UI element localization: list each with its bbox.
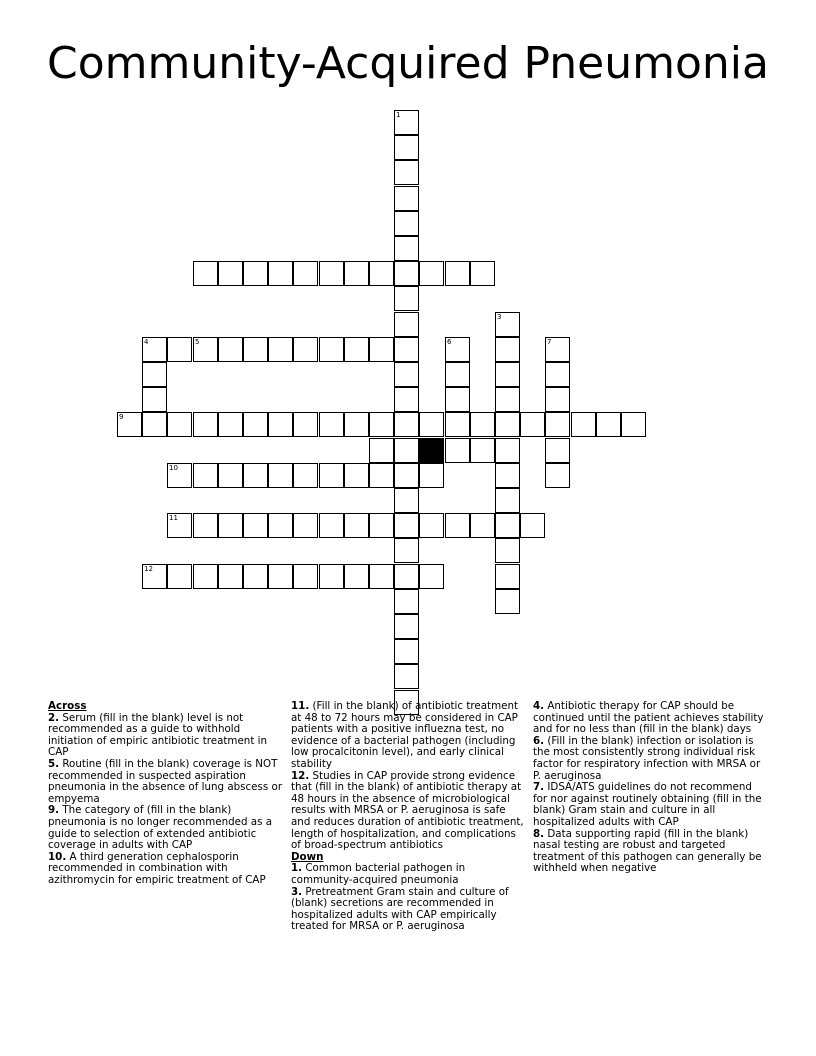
clue-item — [533, 782, 769, 828]
clues-column-3 — [533, 701, 769, 875]
down-heading: Down — [291, 850, 324, 863]
grid-cell[interactable] — [495, 337, 520, 362]
clue-number-label: 9. — [48, 804, 60, 817]
grid-cell[interactable] — [142, 564, 167, 589]
grid-cell[interactable] — [218, 564, 243, 589]
clue-item — [291, 771, 527, 852]
grid-cell[interactable] — [545, 362, 570, 387]
grid-cell[interactable] — [167, 513, 192, 538]
grid-cell[interactable] — [142, 387, 167, 412]
grid-cell[interactable] — [142, 412, 167, 437]
clue-number-label: 7. — [533, 781, 545, 794]
grid-cell[interactable] — [394, 362, 419, 387]
clue-number: 11 — [169, 514, 178, 522]
clue-number-label: 2. — [48, 711, 60, 724]
grid-cell[interactable] — [470, 261, 495, 286]
clue-text: (Fill in the blank) of antibiotic treatment at 48 to 72 hours may be considered in CAP patients with a positive influezna test, no evidence of a bacterial pathogen (including low procalcitonin level), and early clinical stability — [291, 700, 519, 770]
clue-item — [533, 736, 769, 782]
grid-cell[interactable] — [445, 337, 470, 362]
clue-number-label: 11. — [291, 700, 310, 712]
grid-cell[interactable] — [495, 538, 520, 563]
grid-cell[interactable] — [394, 664, 419, 689]
grid-cell[interactable] — [394, 261, 419, 286]
grid-cell[interactable] — [243, 463, 268, 488]
grid-cell[interactable] — [293, 463, 318, 488]
grid-cell[interactable] — [243, 564, 268, 589]
grid-cell[interactable] — [319, 564, 344, 589]
grid-cell[interactable] — [394, 438, 419, 463]
grid-cell[interactable] — [193, 412, 218, 437]
grid-cell[interactable] — [394, 337, 419, 362]
grid-cell[interactable] — [369, 463, 394, 488]
clue-number-label: 3. — [291, 885, 303, 898]
clue-item — [291, 863, 527, 886]
grid-cell[interactable] — [495, 438, 520, 463]
grid-cell[interactable] — [545, 463, 570, 488]
grid-cell[interactable] — [495, 412, 520, 437]
clue-number-label: 10. — [48, 850, 67, 863]
grid-cell[interactable] — [596, 412, 621, 437]
grid-cell[interactable] — [394, 412, 419, 437]
clue-number-label: 12. — [291, 769, 310, 782]
grid-cell[interactable] — [445, 362, 470, 387]
grid-cell[interactable] — [495, 463, 520, 488]
grid-cell[interactable] — [394, 135, 419, 160]
grid-cell[interactable] — [419, 564, 444, 589]
clue-number-label: 1. — [291, 862, 303, 875]
grid-cell[interactable] — [268, 337, 293, 362]
grid-cell[interactable] — [319, 513, 344, 538]
clues-column-1 — [48, 701, 284, 887]
grid-cell[interactable] — [495, 362, 520, 387]
clue-text: Studies in CAP provide strong evidence that (fill in the blank) of antibiotic therapy at 48 hours in the absence of microbiological results with MRSA or P. aeruginosa is safe and reduces duration of antibiotic treatment, length of hospitalization, and complications of broad-spectrum antibiotics — [291, 769, 524, 852]
grid-cell[interactable] — [470, 513, 495, 538]
grid-cell[interactable] — [344, 463, 369, 488]
grid-cell[interactable] — [394, 589, 419, 614]
grid-cell[interactable] — [419, 463, 444, 488]
grid-cell[interactable] — [344, 412, 369, 437]
clue-text: Antibiotic therapy for CAP should be continued until the patient achieves stability and for no less than (fill in the blank) days — [533, 700, 764, 736]
grid-cell[interactable] — [545, 387, 570, 412]
clues-column-2 — [291, 701, 527, 933]
grid-cell[interactable] — [394, 538, 419, 563]
grid-cell[interactable] — [344, 513, 369, 538]
grid-cell[interactable] — [193, 261, 218, 286]
grid-cell[interactable] — [319, 412, 344, 437]
grid-cell[interactable] — [293, 337, 318, 362]
clue-number-label: 4. — [533, 700, 545, 712]
grid-cell[interactable] — [394, 312, 419, 337]
grid-cell[interactable] — [445, 438, 470, 463]
grid-cell[interactable] — [495, 387, 520, 412]
clue-text: IDSA/ATS guidelines do not recommend for nor against routinely obtaining (fill in the blank) Gram stain and culture in all hospitalized adults with CAP — [533, 781, 762, 828]
grid-cell[interactable] — [495, 312, 520, 337]
grid-cell[interactable] — [445, 387, 470, 412]
clue-text: (Fill in the blank) infection or isolation is the most consistently strong individual risk factor for respiratory infection with MRSA or P. aeruginosa — [533, 734, 761, 782]
clue-text: Serum (fill in the blank) level is not recommended as a guide to withhold initiation of empiric antibiotic treatment in CAP — [48, 711, 268, 759]
grid-cell[interactable] — [344, 261, 369, 286]
clue-number: 9 — [119, 413, 124, 421]
grid-cell[interactable] — [218, 261, 243, 286]
grid-cell[interactable] — [419, 412, 444, 437]
grid-cell[interactable] — [319, 337, 344, 362]
grid-cell[interactable] — [419, 261, 444, 286]
clue-number: 5 — [195, 338, 200, 346]
clue-number: 3 — [497, 313, 502, 321]
grid-cell[interactable] — [394, 513, 419, 538]
clue-number: 4 — [144, 338, 149, 346]
across-heading: Across — [48, 700, 87, 712]
clue-text: Pretreatment Gram stain and culture of (blank) secretions are recommended in hospitalized adults with CAP empirically treated for MRSA or P. aeruginosa — [291, 885, 509, 933]
clue-text: Data supporting rapid (fill in the blank) nasal testing are robust and targeted treatment of this pathogen can generally be withheld when negative — [533, 827, 762, 875]
grid-cell[interactable] — [167, 337, 192, 362]
grid-cell[interactable] — [117, 412, 142, 437]
grid-cell[interactable] — [243, 337, 268, 362]
grid-cell[interactable] — [394, 387, 419, 412]
grid-cell[interactable] — [193, 513, 218, 538]
grid-cell[interactable] — [142, 362, 167, 387]
clue-number-label: 6. — [533, 734, 545, 747]
grid-cell[interactable] — [243, 261, 268, 286]
grid-cell[interactable] — [394, 186, 419, 211]
grid-cell[interactable] — [520, 412, 545, 437]
black-square — [419, 438, 444, 463]
grid-cell[interactable] — [293, 261, 318, 286]
grid-cell[interactable] — [167, 412, 192, 437]
grid-cell[interactable] — [394, 160, 419, 185]
grid-cell[interactable] — [167, 463, 192, 488]
clue-item — [48, 759, 284, 805]
grid-cell[interactable] — [369, 412, 394, 437]
grid-cell[interactable] — [243, 412, 268, 437]
grid-cell[interactable] — [369, 513, 394, 538]
grid-cell[interactable] — [344, 337, 369, 362]
clue-item — [48, 713, 284, 759]
clue-text: A third generation cephalosporin recommended in combination with azithromycin for empiric treatment of CAP — [48, 850, 266, 886]
grid-cell[interactable] — [394, 211, 419, 236]
grid-cell[interactable] — [545, 438, 570, 463]
clue-item — [291, 887, 527, 933]
clue-item — [48, 805, 284, 851]
clue-number: 1 — [396, 111, 401, 119]
grid-cell[interactable] — [167, 564, 192, 589]
grid-cell[interactable] — [495, 564, 520, 589]
clue-item — [533, 829, 769, 875]
grid-cell[interactable] — [319, 463, 344, 488]
grid-cell[interactable] — [293, 412, 318, 437]
grid-cell[interactable] — [394, 236, 419, 261]
grid-cell[interactable] — [394, 286, 419, 311]
clue-text: The category of (fill in the blank) pneumonia is no longer recommended as a guide to selection of extended antibiotic coverage in adults with CAP — [48, 804, 273, 852]
clue-number: 10 — [169, 464, 178, 472]
grid-cell[interactable] — [293, 513, 318, 538]
grid-cell[interactable] — [394, 488, 419, 513]
grid-cell[interactable] — [495, 589, 520, 614]
grid-cell[interactable] — [268, 463, 293, 488]
grid-cell[interactable] — [445, 513, 470, 538]
grid-cell[interactable] — [394, 463, 419, 488]
grid-cell[interactable] — [495, 488, 520, 513]
grid-cell[interactable] — [369, 564, 394, 589]
grid-cell[interactable] — [243, 513, 268, 538]
grid-cell[interactable] — [545, 337, 570, 362]
grid-cell[interactable] — [369, 438, 394, 463]
grid-cell[interactable] — [520, 513, 545, 538]
grid-cell[interactable] — [495, 513, 520, 538]
grid-cell[interactable] — [218, 513, 243, 538]
grid-cell[interactable] — [319, 261, 344, 286]
clue-text: Routine (fill in the blank) coverage is NOT recommended in suspected aspiration pneumonia in the absence of lung abscess or empyema — [48, 757, 283, 805]
grid-cell[interactable] — [193, 463, 218, 488]
grid-cell[interactable] — [218, 337, 243, 362]
clue-number-label: 8. — [533, 827, 545, 840]
grid-cell[interactable] — [394, 639, 419, 664]
grid-cell[interactable] — [369, 261, 394, 286]
clue-number: 6 — [447, 338, 452, 346]
grid-cell[interactable] — [445, 412, 470, 437]
grid-cell[interactable] — [369, 337, 394, 362]
puzzle-title: Community-Acquired Pneumonia — [47, 38, 769, 89]
grid-cell[interactable] — [571, 412, 596, 437]
grid-cell[interactable] — [445, 261, 470, 286]
grid-cell[interactable] — [394, 614, 419, 639]
grid-cell[interactable] — [419, 513, 444, 538]
grid-cell[interactable] — [394, 110, 419, 135]
grid-cell[interactable] — [394, 564, 419, 589]
clue-item — [291, 701, 527, 771]
grid-cell[interactable] — [545, 412, 570, 437]
grid-cell[interactable] — [344, 564, 369, 589]
grid-cell[interactable] — [193, 564, 218, 589]
grid-cell[interactable] — [268, 564, 293, 589]
grid-cell[interactable] — [621, 412, 646, 437]
clue-item — [48, 852, 284, 887]
grid-cell[interactable] — [470, 438, 495, 463]
clue-number: 12 — [144, 565, 153, 573]
grid-cell[interactable] — [268, 261, 293, 286]
clue-item — [533, 701, 769, 736]
grid-cell[interactable] — [268, 412, 293, 437]
grid-cell[interactable] — [193, 337, 218, 362]
grid-cell[interactable] — [142, 337, 167, 362]
grid-cell[interactable] — [218, 412, 243, 437]
clue-number-label: 5. — [48, 757, 60, 770]
grid-cell[interactable] — [470, 412, 495, 437]
grid-cell[interactable] — [218, 463, 243, 488]
grid-cell[interactable] — [293, 564, 318, 589]
grid-cell[interactable] — [268, 513, 293, 538]
clue-number: 7 — [547, 338, 552, 346]
clue-text: Common bacterial pathogen in community-acquired pneumonia — [291, 862, 466, 886]
